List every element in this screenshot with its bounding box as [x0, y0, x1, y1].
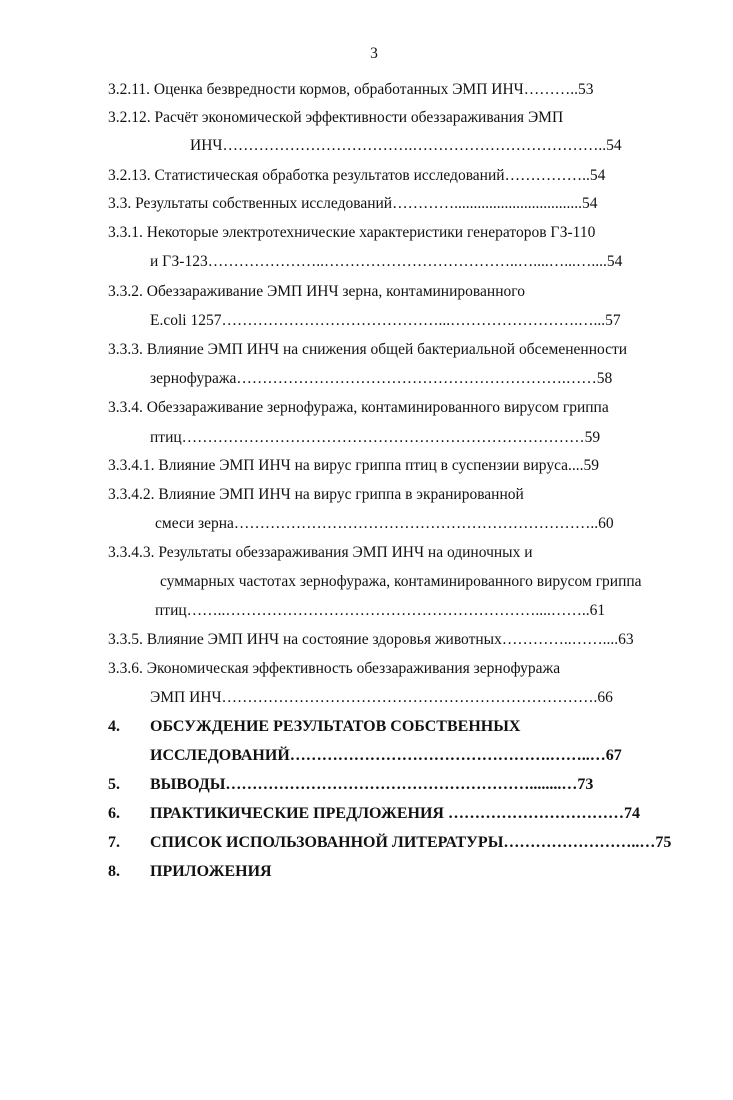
toc-line: птиц……………………………………………………………………59 [150, 429, 601, 446]
toc-line: ЭМП ИНЧ……………………………………………………………….66 [150, 689, 613, 706]
page-number: 3 [370, 45, 378, 62]
toc-line: 3.3.2. Обеззараживание ЭМП ИНЧ зерна, контаминированного [108, 283, 525, 300]
toc-line: суммарных частотах зернофуража, контаминированного вирусом гриппа [160, 573, 642, 590]
toc-line: 3.3.4.3. Результаты обеззараживания ЭМП ИНЧ на одиночных и [108, 544, 533, 561]
toc-line: 3.3.3. Влияние ЭМП ИНЧ на снижения общей бактериальной обсемененности [108, 341, 628, 358]
toc-line: 3.3.4.1. Влияние ЭМП ИНЧ на вирус гриппа птиц в суспензии вируса....59 [108, 457, 600, 474]
toc-chapter-title: ОБСУЖДЕНИЕ РЕЗУЛЬТАТОВ СОБСТВЕННЫХ [150, 718, 521, 735]
toc-line: 3.3.5. Влияние ЭМП ИНЧ на состояние здоровья животных…………..……....63 [108, 631, 634, 648]
toc-line: 3.3.1. Некоторые электротехнические характеристики генераторов ГЗ-110 [108, 224, 596, 241]
toc-line: 3.3.4.2. Влияние ЭМП ИНЧ на вирус гриппа в экранированной [108, 486, 524, 503]
toc-chapter-title: ПРАКТИКИЧЕСКИЕ ПРЕДЛОЖЕНИЯ ……………………………74 [150, 805, 640, 822]
toc-line: 3.2.11. Оценка безвредности кормов, обработанных ЭМП ИНЧ………..53 [108, 81, 594, 98]
toc-line: птиц……..……………………………………………………....……..61 [155, 602, 606, 619]
toc-line: зернофуража……………………………………………………….……58 [150, 370, 613, 387]
toc-line: E.coli 1257……………………………………...…………………….…...57 [150, 312, 621, 329]
toc-line: и ГЗ-123…………………..………………………………..…....…...…....54 [150, 253, 623, 270]
toc-chapter-number: 5. [108, 776, 120, 793]
toc-line: 3.3. Результаты собственных исследований………….................................54 [108, 195, 598, 212]
toc-chapter-title: ИССЛЕДОВАНИЙ………………………………………….……..…67 [150, 747, 622, 764]
toc-line: 3.2.12. Расчёт экономической эффективности обеззараживания ЭМП [108, 109, 564, 126]
toc-line: 3.3.6. Экономическая эффективность обеззараживания зернофуража [108, 660, 561, 677]
toc-line: 3.3.4. Обеззараживание зернофуража, контаминированного вирусом гриппа [108, 399, 609, 416]
toc-chapter-number: 6. [108, 805, 120, 822]
toc-chapter-title: ВЫВОДЫ…………………………………………………........…73 [150, 776, 594, 793]
toc-chapter-title: ПРИЛОЖЕНИЯ [150, 863, 272, 880]
toc-chapter-number: 8. [108, 863, 120, 880]
toc-chapter-number: 7. [108, 834, 120, 851]
toc-chapter-title: СПИСОК ИСПОЛЬЗОВАННОЙ ЛИТЕРАТУРЫ……………………..…75 [150, 834, 672, 851]
toc-chapter-number: 4. [108, 718, 120, 735]
toc-line: 3.2.13. Статистическая обработка результатов исследований……………..54 [108, 167, 606, 184]
toc-line: смеси зерна……………………………………………………………..60 [155, 515, 614, 532]
toc-line: ИНЧ……………………………….………………………………..54 [190, 137, 622, 154]
